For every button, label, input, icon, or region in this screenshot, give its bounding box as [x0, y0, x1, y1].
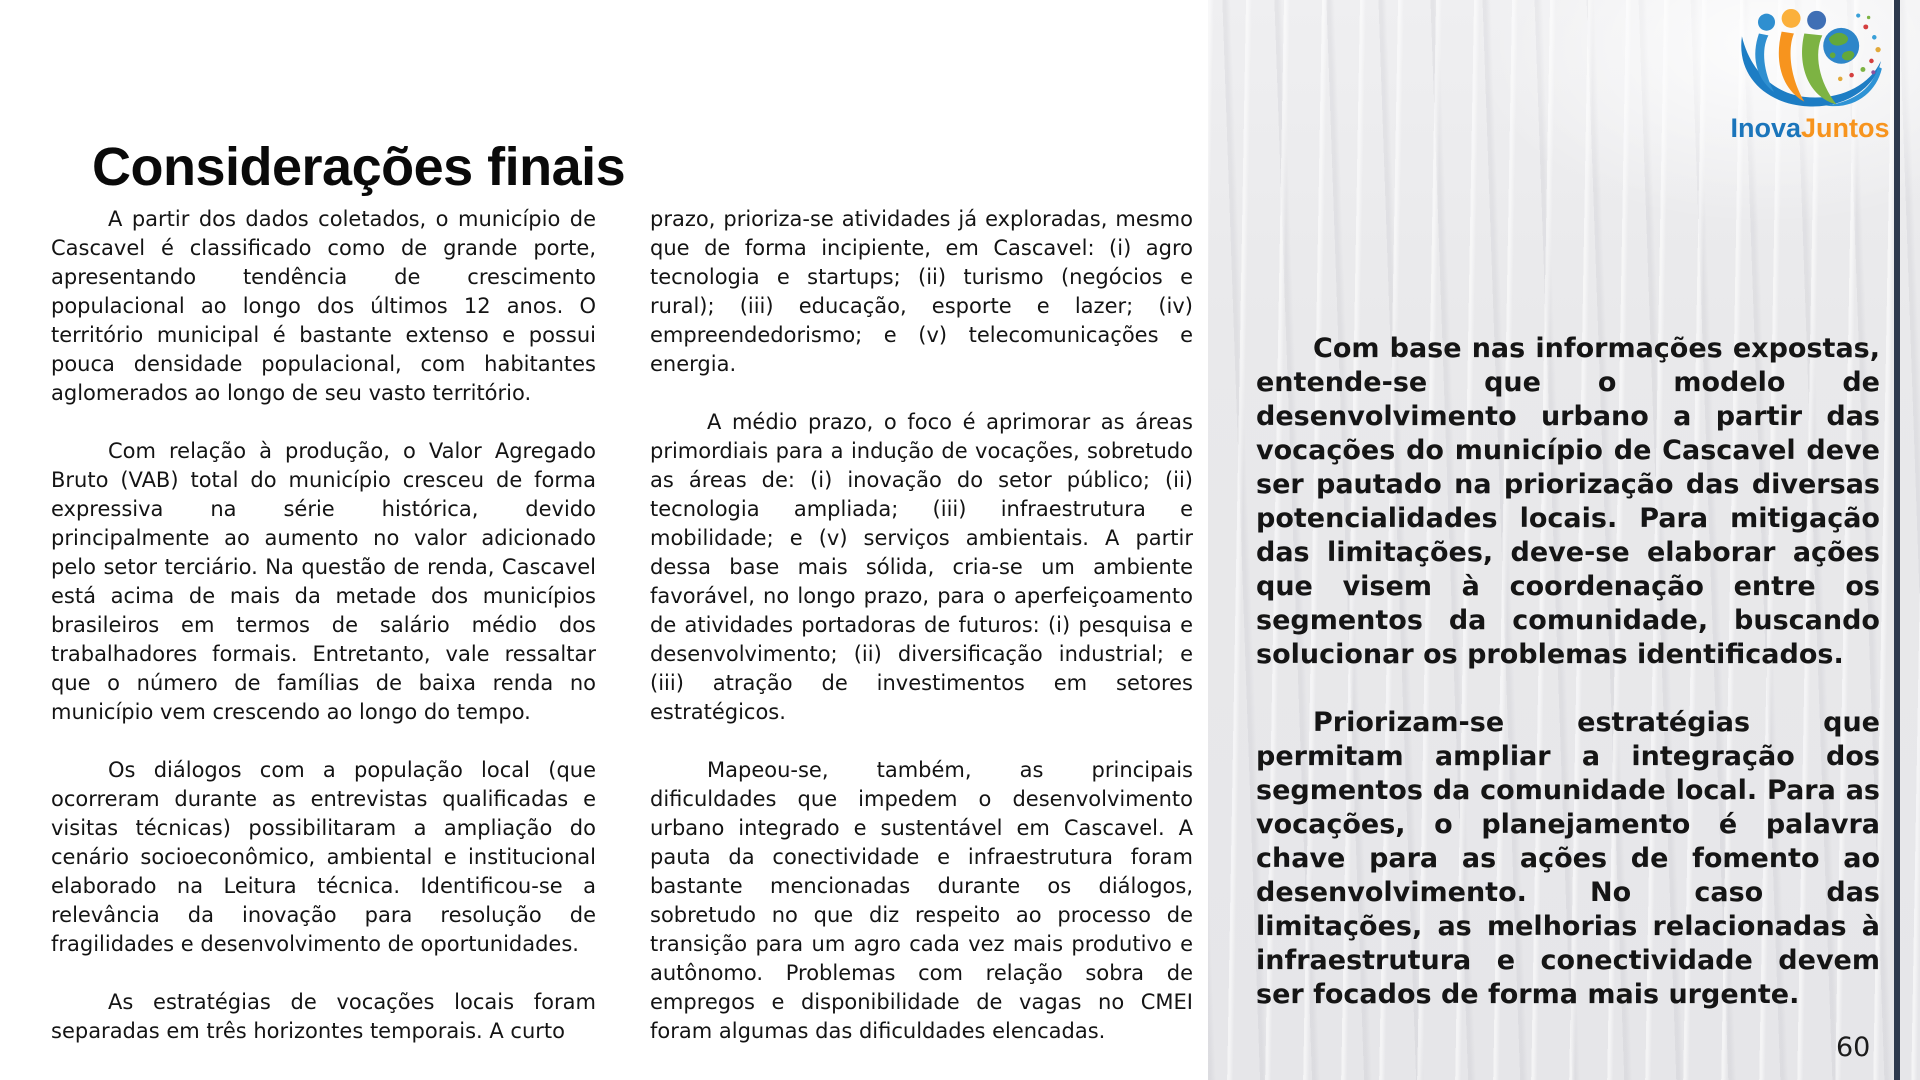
- logo-wordmark: [1720, 113, 1900, 144]
- page-title: Considerações finais: [92, 137, 626, 198]
- logo-figures-icon: [1734, 8, 1886, 112]
- panel-paragraph: Priorizam-se estratégias que permitam ampliar a integração dos segmentos da comunidade local. Para as vocações, o planejamento é palavra chave para as ações de fomento ao desenvolvimento. No caso das limitações, as melhorias relacionadas à infraestrutura e conectividade devem ser focados de forma mais urgente.: [1256, 707, 1880, 1010]
- body-paragraph: As estratégias de vocações locais foram separadas em três horizontes temporais. A curto: [51, 990, 596, 1043]
- body-paragraph: A médio prazo, o foco é aprimorar as áreas primordiais para a indução de vocações, sobretudo as áreas de: (i) inovação do setor público; (ii) tecnologia ampliada; (iii) infraestrutura e mobilidade; e (v) serviços ambientais. A partir dessa base mais sólida, cria-se um ambiente favorável, no longo prazo, para o aperfeiçoamento de atividades portadoras de futuros: (i) pesquisa e desenvolvimento; (ii) diversificação industrial; e (iii) atração de investimentos em setores estratégicos.: [650, 410, 1193, 724]
- body-paragraph: A partir dos dados coletados, o município de Cascavel é classificado como de grande porte, apresentando tendência de crescimento populacional ao longo dos últimos 12 anos. O território municipal é bastante extenso e possui pouca densidade populacional, com habitantes aglomerados ao longo de seu vasto território.: [51, 207, 596, 405]
- page-number: 60: [1836, 1032, 1871, 1063]
- left-column: [51, 205, 596, 1075]
- middle-column: [650, 205, 1193, 1075]
- vertical-divider: [1894, 0, 1900, 1080]
- body-paragraph: Com relação à produção, o Valor Agregado Bruto (VAB) total do município cresceu de forma expressiva na série histórica, devido principalmente ao aumento no valor adicionado pelo setor terciário. Na questão de renda, Cascavel está acima de mais da metade dos municípios brasileiros em termos de salário médio dos trabalhadores formais. Entretanto, vale ressaltar que o número de famílias de baixa renda no município vem crescendo ao longo do tempo.: [51, 439, 596, 724]
- body-paragraph: Mapeou-se, também, as principais dificuldades que impedem o desenvolvimento urbano integrado e sustentável em Cascavel. A pauta da conectividade e infraestrutura foram bastante mencionadas durante os diálogos, sobretudo no que diz respeito ao processo de transição para um agro cada vez mais produtivo e autônomo. Problemas com relação sobra de empregos e disponibilidade de vagas no CMEI foram algumas das dificuldades elencadas.: [650, 758, 1193, 1043]
- panel-paragraph: Com base nas informações expostas, entende-se que o modelo de desenvolvimento urbano a partir das vocações do município de Cascavel deve ser pautado na priorização das diversas potencialidades locais. Para mitigação das limitações, deve-se elaborar ações que visem à coordenação entre os segmentos da comunidade, buscando solucionar os problemas identificados.: [1256, 333, 1880, 670]
- wordmark-inova: Inova: [1730, 113, 1801, 143]
- inovajuntos-logo: [1720, 8, 1900, 144]
- panel-column: [1256, 332, 1880, 1046]
- body-paragraph: Os diálogos com a população local (que ocorreram durante as entrevistas qualificadas e visitas técnicas) possibilitaram a ampliação do cenário socioeconômico, ambiental e institucional elaborado na Leitura técnica. Identificou-se a relevância da inovação para resolução de fragilidades e desenvolvimento de oportunidades.: [51, 758, 596, 956]
- body-paragraph: prazo, prioriza-se atividades já exploradas, mesmo que de forma incipiente, em Cascavel: (i) agro tecnologia e startups; (ii) turismo (negócios e rural); (iii) educação, esporte e lazer; (iv) empreendedorismo; e (v) telecomunicações e energia.: [650, 207, 1193, 376]
- wordmark-juntos: Juntos: [1801, 113, 1890, 143]
